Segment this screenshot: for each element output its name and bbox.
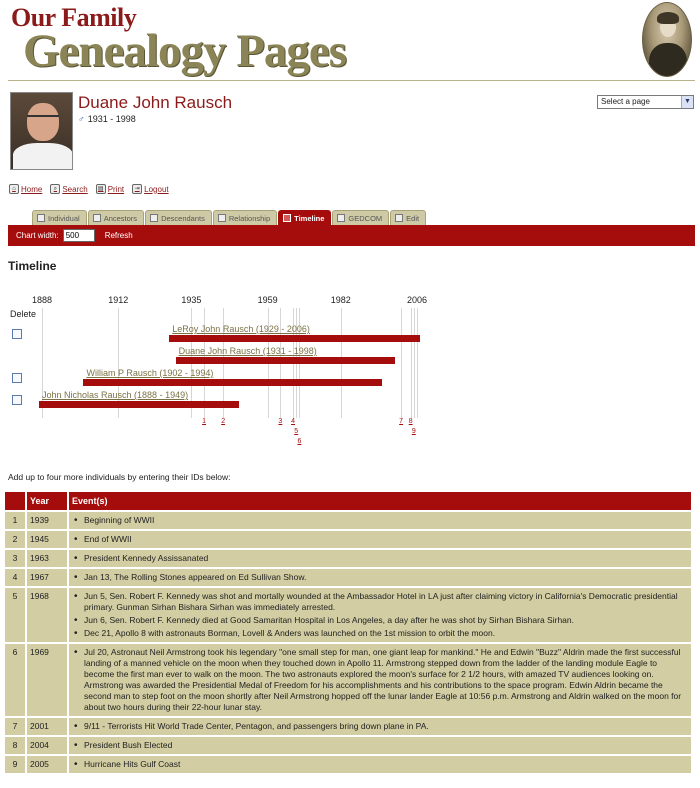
event-item: • President Bush Elected	[72, 740, 688, 751]
add-individuals-note: Add up to four more individuals by entering their IDs below:	[8, 472, 231, 482]
chevron-down-icon: ▼	[681, 96, 693, 108]
timeline-gridline	[414, 308, 415, 418]
tab-label: Ancestors	[103, 213, 138, 223]
timeline-gridline	[417, 308, 418, 418]
event-item: • President Kennedy Assissanated	[72, 553, 688, 564]
row-events	[67, 512, 691, 529]
person-lifespan-bar	[83, 379, 381, 386]
event-item: • Dec 21, Apollo 8 with astronauts Borman, Lovell & Anders was launched on the 1st mission to orbit the moon.	[72, 628, 688, 639]
tab-ancestors[interactable]	[88, 210, 144, 225]
nav-link-label: Print	[107, 184, 125, 194]
tab-descendants[interactable]	[145, 210, 212, 225]
row-events	[67, 737, 691, 754]
person-bar-label[interactable]: John Nicholas Rausch (1888 - 1949)	[42, 390, 189, 400]
tab-label: GEDCOM	[348, 213, 383, 223]
nav-link-logout[interactable]	[132, 184, 168, 194]
event-marker-link[interactable]: 1	[202, 418, 207, 425]
delete-column-label: Delete	[10, 309, 37, 319]
logout-icon: ⇥	[132, 184, 142, 194]
person-bar-label[interactable]: Duane John Rausch (1931 - 1998)	[178, 346, 317, 356]
person-bar-label[interactable]: William P Rausch (1902 - 1994)	[86, 368, 214, 378]
event-marker-link[interactable]: 2	[221, 418, 226, 425]
event-item: • Jun 5, Sen. Robert F. Kennedy was shot and mortally wounded at the Ambassador Hotel in LA just after claiming victory in California's Democratic presidential primary. Gunman Sirhan Bishara Sirhan was immediately arrested.	[72, 591, 688, 613]
row-events	[67, 588, 691, 642]
table-row	[5, 737, 691, 754]
row-number: 5	[5, 588, 25, 642]
row-events	[67, 756, 691, 773]
year-tick-label: 2006	[406, 295, 428, 305]
row-year: 2005	[25, 756, 67, 773]
event-marker-link[interactable]: 7	[399, 418, 404, 425]
nav-link-label: Home	[21, 184, 43, 194]
row-year: 1945	[25, 531, 67, 548]
event-item: • Jan 13, The Rolling Stones appeared on Ed Sullivan Show.	[72, 572, 688, 583]
tab-label: Edit	[406, 213, 420, 223]
event-marker-link[interactable]: 6	[297, 438, 302, 445]
table-row	[5, 756, 691, 773]
events-table	[5, 490, 691, 775]
row-number: 8	[5, 737, 25, 754]
event-item: • End of WWII	[72, 534, 688, 545]
delete-checkbox[interactable]	[12, 395, 22, 405]
person-photo	[10, 92, 73, 170]
delete-checkbox[interactable]	[12, 373, 22, 383]
tab-icon	[150, 214, 158, 222]
event-marker-link[interactable]: 3	[278, 418, 283, 425]
person-dates	[78, 114, 136, 124]
table-row	[5, 512, 691, 529]
event-item: • Jul 20, Astronaut Neil Armstrong took his legendary "one small step for man, one giant leap for mankind." He and Edwin "Buzz" Aldrin made the first successful landing of a manned vehicle on the moon when they touched down in Apollo 11. Armstrong stepped down from the ladder of the landing module Eagle to become the first man ever to walk on the moon. The two astronauts explored the moon's surface for 2 1/2 hours, with amazed TV audiences looking on. Armstrong was awarded the Presidential Medal of Freedom for his accomplishments and his contributions to the space program. Edwin Aldrin became the second man to step foot on the moon shortly after Neil Armstrong hopped off the lunar lander Eagle at 10:56 p.m. Armstrong and Aldrin walked on the moon for about two hours during their 22-hour lunar stay.	[72, 647, 688, 713]
row-year: 1963	[25, 550, 67, 567]
page-select[interactable]	[597, 95, 694, 109]
row-number: 2	[5, 531, 25, 548]
year-tick-label: 1935	[181, 295, 202, 305]
row-number: 1	[5, 512, 25, 529]
tab-label: Descendants	[161, 213, 205, 223]
year-tick-label: 1888	[31, 295, 53, 305]
row-year: 1969	[25, 644, 67, 716]
person-lifespan-bar	[169, 335, 420, 342]
header-year: Year	[25, 492, 67, 510]
table-row	[5, 718, 691, 735]
table-row	[5, 644, 691, 716]
tab-icon	[218, 214, 226, 222]
person-lifespan: 1931 - 1998	[87, 114, 136, 124]
tab-icon	[37, 214, 45, 222]
row-number: 9	[5, 756, 25, 773]
year-tick-label: 1982	[330, 295, 351, 305]
tab-icon	[283, 214, 291, 222]
timeline-gridline	[411, 308, 412, 418]
nav-link-print[interactable]	[96, 184, 124, 194]
row-number: 6	[5, 644, 25, 716]
row-events	[67, 718, 691, 735]
row-events	[67, 569, 691, 586]
year-tick-label: 1959	[257, 295, 278, 305]
tab-label: Individual	[48, 213, 80, 223]
row-year: 1968	[25, 588, 67, 642]
site-title-line1: Our Family	[11, 3, 137, 32]
person-name: Duane John Rausch	[78, 93, 233, 112]
table-row	[5, 588, 691, 642]
refresh-button[interactable]: Refresh	[104, 231, 133, 240]
person-lifespan-bar	[39, 401, 239, 408]
row-year: 1939	[25, 512, 67, 529]
tab-gedcom[interactable]	[332, 210, 389, 225]
nav-link-home[interactable]	[9, 184, 42, 194]
row-number: 7	[5, 718, 25, 735]
event-marker-link[interactable]: 9	[411, 428, 416, 435]
site-title-line2: Genealogy Pages	[23, 25, 347, 77]
tab-icon	[337, 214, 345, 222]
nav-link-label: Logout	[144, 184, 169, 194]
header-divider	[8, 80, 695, 81]
tab-label: Relationship	[228, 213, 271, 223]
tab-timeline[interactable]	[278, 210, 331, 225]
search-icon: ⌕	[50, 184, 60, 194]
logo-portrait	[642, 2, 692, 77]
row-year: 2001	[25, 718, 67, 735]
event-item: • Beginning of WWII	[72, 515, 688, 526]
tab-icon	[395, 214, 403, 222]
table-row	[5, 569, 691, 586]
row-events	[67, 550, 691, 567]
timeline-heading: Timeline	[8, 259, 57, 273]
tab-icon	[93, 214, 101, 222]
table-row	[5, 550, 691, 567]
home-icon: ⌂	[9, 184, 19, 194]
events-table-header	[5, 492, 691, 510]
chart-width-input[interactable]	[63, 229, 95, 242]
event-marker-link[interactable]: 8	[408, 418, 413, 425]
event-item: • 9/11 - Terrorists Hit World Trade Center, Pentagon, and passengers bring down plane in PA.	[72, 721, 688, 732]
row-year: 1967	[25, 569, 67, 586]
person-bar-label[interactable]: LeRoy John Rausch (1929 - 2006)	[172, 324, 310, 334]
tab-bar	[32, 210, 427, 225]
chart-controls-bar	[8, 225, 695, 246]
tab-relationship[interactable]	[213, 210, 277, 225]
nav-link-label: Search	[62, 184, 88, 194]
event-item: • Jun 6, Sen. Robert F. Kennedy died at Good Samaritan Hospital in Los Angeles, a day after he was shot by Sirhan Bishara Sirhan.	[72, 615, 688, 626]
timeline-chart	[0, 290, 700, 445]
event-marker-link[interactable]: 5	[294, 428, 299, 435]
tab-edit[interactable]	[390, 210, 426, 225]
row-number: 4	[5, 569, 25, 586]
person-lifespan-bar	[176, 357, 395, 364]
tab-label: Timeline	[294, 213, 325, 223]
row-year: 2004	[25, 737, 67, 754]
header-num	[5, 492, 25, 510]
row-events	[67, 644, 691, 716]
timeline-gridline	[401, 308, 402, 418]
row-events	[67, 531, 691, 548]
site-header	[0, 0, 700, 80]
print-icon: ▤	[96, 184, 106, 194]
year-tick-label: 1912	[108, 295, 129, 305]
male-icon: ♂	[78, 114, 85, 124]
tab-individual[interactable]	[32, 210, 87, 225]
table-row	[5, 531, 691, 548]
event-marker-link[interactable]: 4	[291, 418, 295, 425]
event-item: • Hurricane Hits Gulf Coast	[72, 759, 688, 770]
page-select-value: Select a page	[601, 97, 650, 106]
header-events: Event(s)	[67, 492, 691, 510]
delete-checkbox[interactable]	[12, 329, 22, 339]
nav-links	[9, 184, 169, 194]
chart-width-label: Chart width:	[16, 231, 59, 240]
nav-link-search[interactable]	[50, 184, 87, 194]
row-number: 3	[5, 550, 25, 567]
